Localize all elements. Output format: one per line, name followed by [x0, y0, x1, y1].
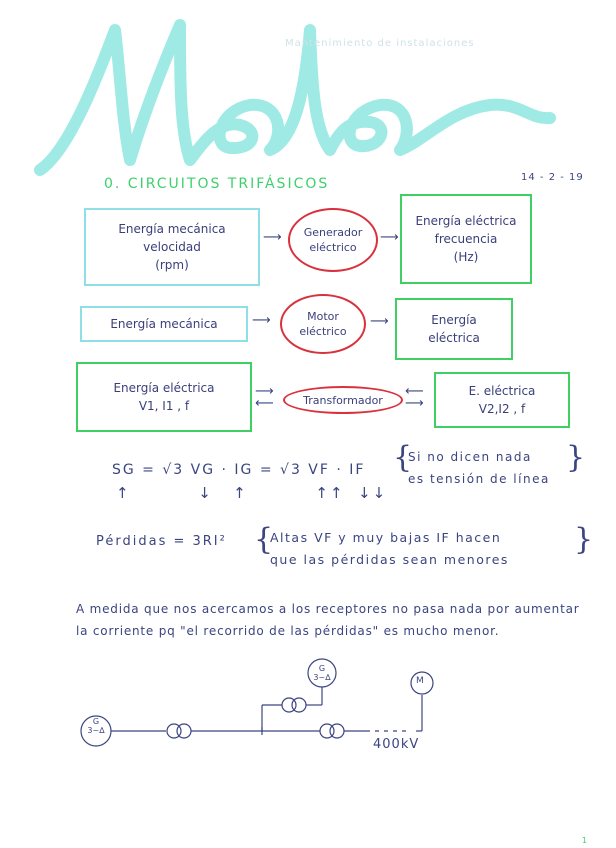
box-electrical-energy-1	[400, 194, 532, 284]
arrow-right-icon: ⟶	[263, 230, 282, 245]
oval-text-line: Transformador	[303, 393, 383, 407]
box-text-line: Energía eléctrica	[415, 214, 517, 228]
brace-right-icon: }	[566, 440, 586, 475]
gen-type: 3~∆	[87, 726, 105, 735]
oval-text-line: Generador	[303, 226, 363, 239]
box-electrical-energy-3	[76, 362, 252, 432]
brace-right-icon: }	[574, 522, 594, 557]
note-line: que las pérdidas sean menores	[270, 552, 509, 567]
gen-symbol: G	[318, 664, 326, 673]
box-text-line: Energía mecánica	[118, 222, 226, 236]
box-text-line: (Hz)	[453, 250, 479, 264]
box-text-line: eléctrica	[428, 331, 480, 345]
gen-type: 3~∆	[313, 673, 331, 682]
power-formula: SG = √3 VG · IG = √3 VF · IF	[112, 462, 366, 478]
brace-left-icon: {	[254, 522, 274, 557]
formula-note	[408, 446, 550, 490]
box-text-line: E. eléctrica	[468, 384, 536, 398]
motor-label: M	[416, 676, 424, 686]
arrows-bidirectional-icon: ⟶ ⟵	[255, 384, 274, 411]
oval-generator	[288, 208, 378, 272]
box-mechanical-energy-2	[80, 306, 248, 342]
box-mechanical-energy-1	[84, 208, 260, 286]
losses-formula: Pérdidas = 3RI²	[96, 534, 227, 549]
section-title: 0. CIRCUITOS TRIFÁSICOS	[104, 176, 330, 192]
box-electrical-energy-4	[434, 372, 570, 428]
box-text-line: V1, I1 , f	[138, 399, 190, 413]
box-electrical-energy-2	[395, 298, 513, 360]
formula-arrows: ↑ ↓ ↑ ↑↑ ↓↓	[116, 484, 388, 502]
voltage-label: 400kV	[373, 737, 420, 752]
generator-top-label	[310, 664, 334, 682]
oval-transformer	[283, 386, 403, 414]
oval-text-line: Motor	[307, 310, 339, 323]
oval-text-line: eléctrico	[309, 241, 357, 254]
box-text-line: velocidad	[143, 240, 201, 254]
arrow-right-icon: ⟶	[380, 230, 399, 245]
box-text-line: (rpm)	[155, 258, 189, 272]
box-text-line: Energía	[431, 313, 477, 327]
box-text-line: Energía eléctrica	[113, 381, 215, 395]
arrow-right-icon: ⟶	[252, 313, 271, 328]
box-text-line: V2,I2 , f	[478, 402, 526, 416]
note-line: Altas VF y muy bajas IF hacen	[270, 530, 502, 545]
box-text-line: Energía mecánica	[110, 317, 218, 331]
note-line: Si no dicen nada	[408, 450, 532, 464]
date-label: 14 - 2 - 19	[521, 172, 584, 183]
explanation-paragraph: A medida que nos acercamos a los receptores no pasa nada por aumentar la corriente pq "el recorrido de las pérdidas" es mucho menor.	[76, 602, 580, 638]
oval-motor	[280, 294, 366, 354]
gen-symbol: G	[92, 717, 100, 726]
arrow-right-icon: ⟶	[370, 314, 389, 329]
losses-note	[270, 527, 509, 571]
note-line: es tensión de línea	[408, 472, 550, 486]
brace-left-icon: {	[393, 440, 413, 475]
arrows-bidirectional-icon: ⟵ ⟶	[405, 384, 424, 411]
melec-logo	[30, 10, 590, 180]
page-number: 1	[582, 836, 588, 845]
generator-left-label	[84, 717, 108, 735]
oval-text-line: eléctrico	[299, 325, 347, 338]
box-text-line: frecuencia	[434, 232, 498, 246]
faint-heading: Mantenimiento de instalaciones	[285, 38, 475, 49]
